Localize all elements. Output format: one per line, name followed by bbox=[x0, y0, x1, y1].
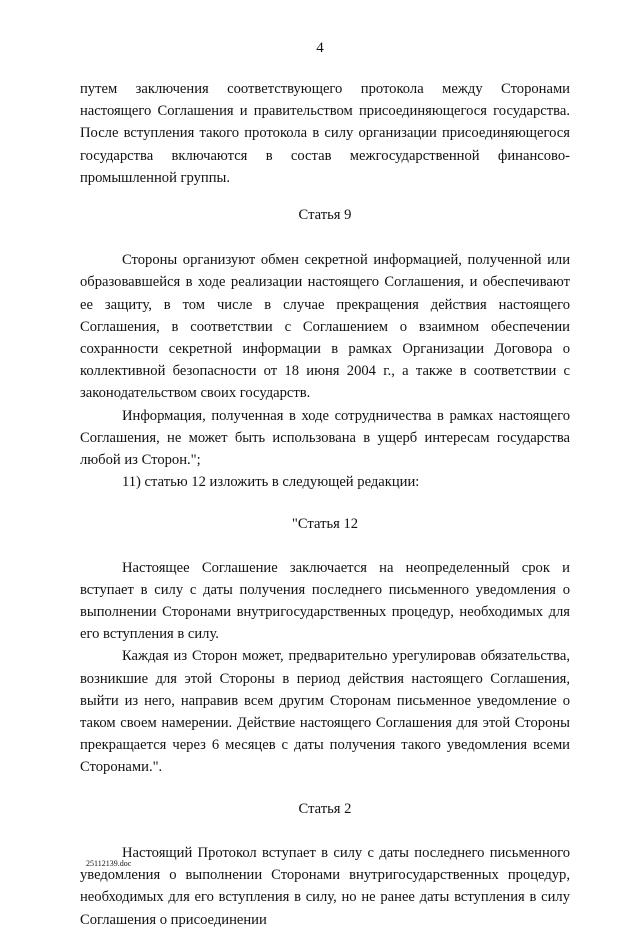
page-number: 4 bbox=[316, 40, 324, 56]
article-2-heading: Статья 2 bbox=[298, 800, 352, 817]
article-2-paragraph: Настоящий Протокол вступает в силу с даты последнего письменного уведомления о выполнении Сторонами внутригосударственных процедур, необходимых для его вступления в силу, но не ранее даты вступления в силу Соглашения о присоединении bbox=[80, 844, 570, 928]
article-12-heading: "Статья 12 bbox=[291, 516, 359, 533]
document-footer-filename: 25112139.doc bbox=[86, 859, 132, 868]
intro-paragraph: путем заключения соответствующего протокола между Сторонами настоящего Соглашения и правительством присоединяющегося государства. После вступления такого протокола в силу организации присоединяющегося государства включаются в состав межгосударственной финансово-промышленной группы. bbox=[80, 81, 570, 186]
article-9-paragraph-2: Информация, полученная в ходе сотрудничества в рамках настоящего Соглашения, не может быть использована в ущерб интересам государства любой из Сторон."; bbox=[80, 407, 570, 469]
document-body bbox=[80, 78, 570, 931]
amendment-item-11: 11) статью 12 изложить в следующей редакции: bbox=[122, 474, 420, 491]
article-9-paragraph-1: Стороны организуют обмен секретной информацией, полученной или образовавшейся в ходе реализации настоящего Соглашения, и обеспечивают ее защиту, в том числе в случае прекращения действия настоящего Соглашения, в соответствии с Соглашением о взаимном обеспечении сохранности секретной информации в рамках Организации Договора о коллективной безопасности от 18 июня 2004 г., а также в соответствии с законодательством своих государств. bbox=[80, 252, 570, 402]
article-9-heading: Статья 9 bbox=[298, 207, 352, 224]
article-12-paragraph-2: Каждая из Сторон может, предварительно урегулировав обязательства, возникшие для этой Стороны в период действия настоящего Соглашения, выйти из него, направив всем другим Сторонам письменное уведомление о таком своем намерении. Действие настоящего Соглашения для этой Стороны прекращается через 6 месяцев с даты получения такого уведомления всеми Сторонами.". bbox=[80, 648, 570, 776]
article-12-paragraph-1: Настоящее Соглашение заключается на неопределенный срок и вступает в силу с даты получения последнего письменного уведомления о выполнении Сторонами внутригосударственных процедур, необходимых для его вступления в силу. bbox=[80, 559, 570, 643]
